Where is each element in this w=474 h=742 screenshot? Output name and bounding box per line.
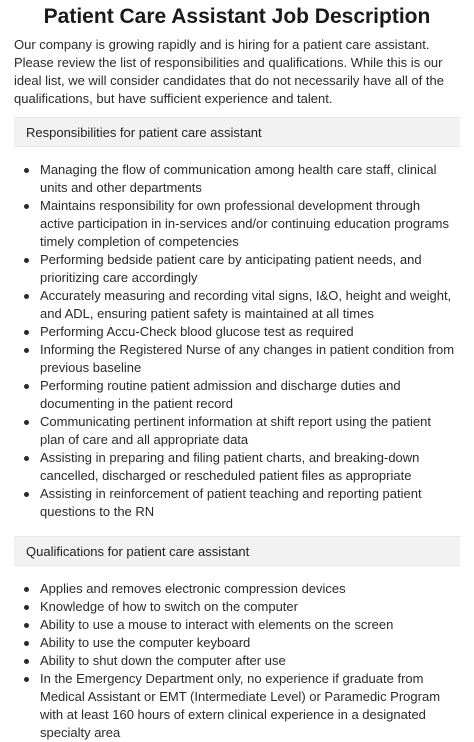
list-item: Ability to shut down the computer after use [40, 652, 456, 670]
page-title: Patient Care Assistant Job Description [43, 5, 431, 28]
list-item: Assisting in preparing and filing patient charts, and breaking-down cancelled, discharged or rescheduled patient files as appropriate [40, 449, 456, 485]
list-item: Maintains responsibility for own professional development through active participation in in-services and/or continuing education programs timely completion of competencies [40, 197, 456, 251]
list-item: Managing the flow of communication among health care staff, clinical units and other departments [40, 161, 456, 197]
list-item: In the Emergency Department only, no experience if graduate from Medical Assistant or EMT (Intermediate Level) or Paramedic Program with at least 160 hours of extern clinical experience in a designated specialty area [40, 670, 456, 742]
list-item: Informing the Registered Nurse of any changes in patient condition from previous baseline [40, 342, 455, 375]
list-item: Ability to use a mouse to interact with elements on the screen [40, 616, 456, 634]
list-item: Applies and removes electronic compression devices [40, 580, 456, 598]
responsibilities-heading: Responsibilities for patient care assistant [14, 117, 460, 147]
list-item: Communicating pertinent information at shift report using the patient plan of care and all appropriate data [40, 413, 456, 449]
responsibilities-list [14, 161, 460, 521]
list-item: Ability to use the computer keyboard [40, 634, 456, 652]
intro-paragraph: Our company is growing rapidly and is hiring for a patient care assistant. Please review the list of responsibilities and qualifications. While this is our ideal list, we will consider candidates that do not necessarily have all of the qualifications, but have sufficient experience and talent. [14, 37, 444, 106]
list-item: Accurately measuring and recording vital signs, I&O, height and weight, and ADL, ensuring patient safety is maintained at all times [40, 287, 456, 323]
list-item: Performing bedside patient care by anticipating patient needs, and prioritizing care accordingly [40, 251, 456, 287]
list-item: Performing Accu-Check blood glucose test as required [40, 323, 456, 341]
list-item: Assisting in reinforcement of patient teaching and reporting patient questions to the RN [40, 485, 456, 521]
list-item: Performing routine patient admission and discharge duties and documenting in the patient record [40, 377, 456, 413]
qualifications-heading: Qualifications for patient care assistant [14, 536, 460, 566]
qualifications-list [14, 580, 460, 742]
list-item: Knowledge of how to switch on the computer [40, 598, 456, 616]
